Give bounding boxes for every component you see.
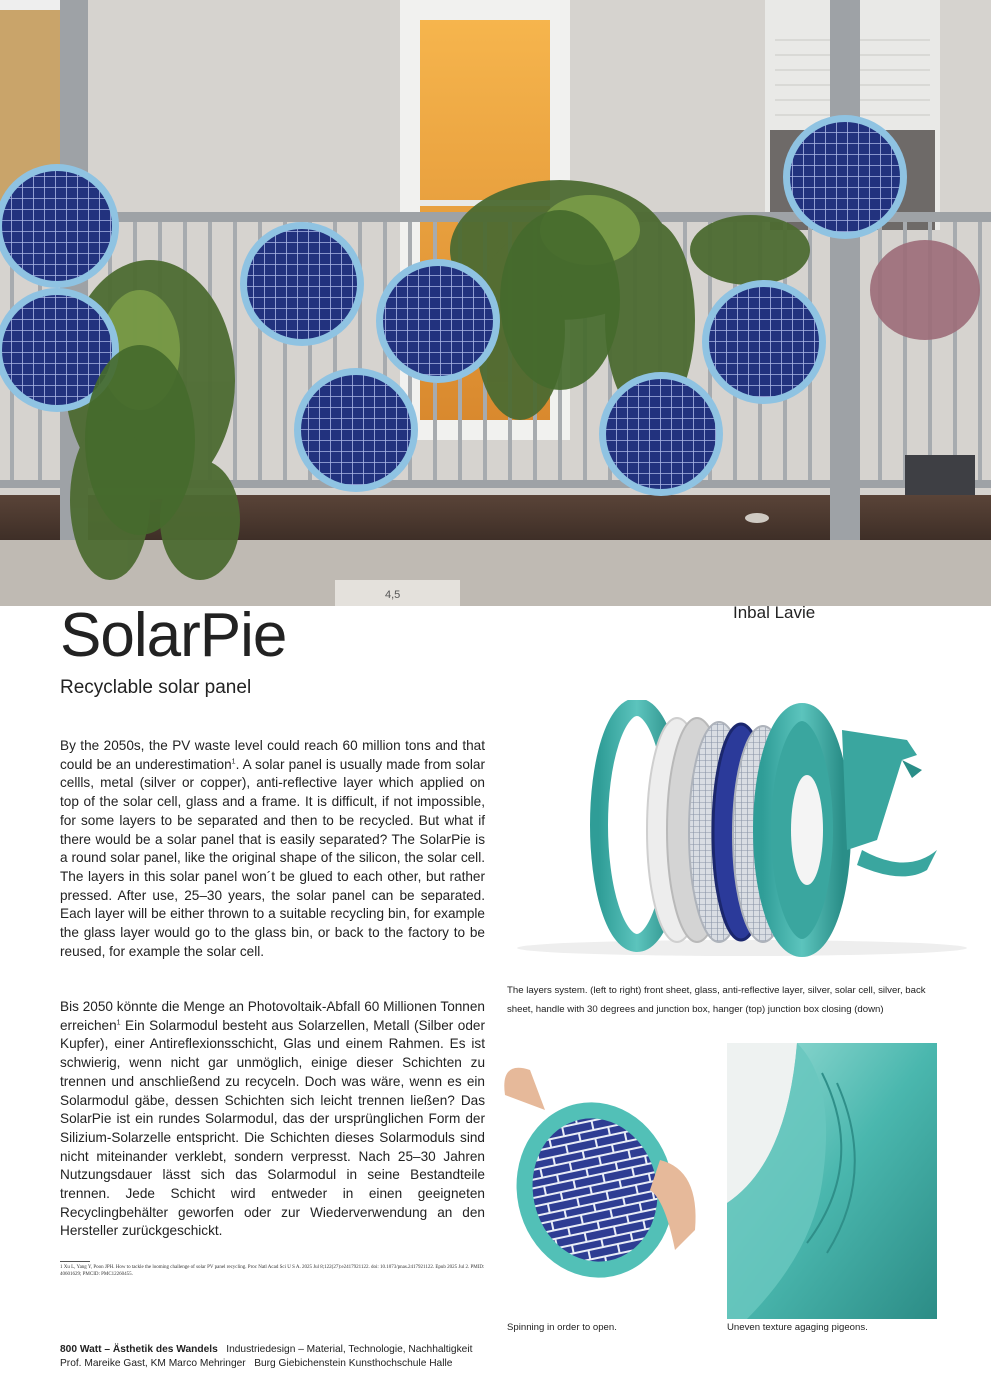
footnote: 1 Xu L, Yang Y, Poon JPH. How to tackle the looming challenge of solar PV panel recycling. Proc Natl Acad Sci U S A. 2025 Jul 8;122(27):e2417921122. doi: 10.1073/pnas.2417921122. Epub 2025 Jul 2. PMID: 40601629; PMCID: PMC12260455.: [60, 1265, 485, 1277]
footer-line-1: [60, 1344, 472, 1355]
caption-texture: Uneven texture agaging pigeons.: [727, 1322, 868, 1333]
texture-closeup-photo: [727, 1043, 937, 1319]
author-name: Inbal Lavie: [733, 603, 816, 622]
solar-disc: [376, 259, 500, 383]
footer-line-2: [60, 1358, 452, 1369]
solar-disc: [294, 368, 418, 492]
caption-layers: The layers system. (left to right) front sheet, glass, anti-reflective layer, silver, solar cell, silver, back sheet, handle with 30 degrees and junction box, hanger (top) junction box closing (down): [507, 985, 926, 1015]
hero-photo: [0, 0, 991, 606]
page-title: SolarPie: [60, 601, 287, 670]
footnote-mark: 1: [231, 758, 236, 766]
caption-spinning: Spinning in order to open.: [507, 1322, 617, 1333]
footnote-mark: 1: [116, 1019, 121, 1027]
footer-department: Industriedesign – Material, Technologie, Nachhaltigkeit: [226, 1344, 473, 1355]
footer-professors: Prof. Mareike Gast, KM Marco Mehringer: [60, 1358, 246, 1369]
house-number: 4,5: [385, 589, 401, 601]
body-text-english: By the 2050s, the PV waste level could reach 60 million tons and that could be an underestimation$^1$. A solar panel is usually made from solar cellls, metal (silver or copper), anti-reflective layer which applied on top of the solar cell, glass and a frame. It is difficult, if not impossible, for some layers to be separated and then to be recycled. But what if there would be a solar panel that is easily separated? The SolarPie is a round solar panel, like the original shape of the silicon, the solar cell. The layers in this solar panel won´t be glued to each other, but rather pressed. After use, 25–30 years, the solar panel can be separated. Each layer will be either thrown to a suitable recycling bin, for example the glass layer would go to the glass bin, or back to the factory to be reused, for example the solar cell.: [60, 738, 485, 959]
subtitle: Recyclable solar panel: [60, 677, 252, 698]
footer-school: Burg Giebichenstein Kunsthochschule Halle: [254, 1358, 453, 1369]
solar-disc: [599, 372, 723, 496]
solar-disc: [240, 222, 364, 346]
footer-project: 800 Watt – Ästhetik des Wandels: [60, 1344, 218, 1355]
body-text-german: Bis 2050 könnte die Menge an Photovoltaik-Abfall 60 Millionen Tonnen erreichen$^1$ Ein Solarmodul besteht aus Solarzellen, Metall (Silber oder Kupfer), einer Antireflexionsschicht, Glas und einem Rahmen. Es ist schwierig, wenn nicht gar unmöglich, einige dieser Schichten zu trennen und anschließend zu recyceln. Doch was wäre, wenn es ein Solarmodul gäbe, dessen Schichten sich leicht trennen ließen? Das SolarPie ist ein rundes Solarmodul, das der ursprünglichen Form der Silizium-Solarzelle entspricht. Die Schichten dieses Solarmoduls sind nicht miteinander verklebt, sondern verpresst. Nach 25–30 Jahren Nutzungsdauer lässt sich das Solarmodul in seine Bestandteile trennen. Jede Schicht wird entweder in einen geeigneten Recyclingbehälter geworfen oder zur Wiederverwendung an den Hersteller zurückgeschickt.: [60, 999, 485, 1239]
layers-render: [507, 700, 977, 960]
spinning-photo: [500, 1040, 700, 1290]
footnote-divider: [60, 1261, 90, 1262]
solar-disc: [0, 164, 119, 288]
balcony-illustration: [0, 0, 991, 606]
solar-disc: [783, 115, 907, 239]
solar-disc: [702, 280, 826, 404]
